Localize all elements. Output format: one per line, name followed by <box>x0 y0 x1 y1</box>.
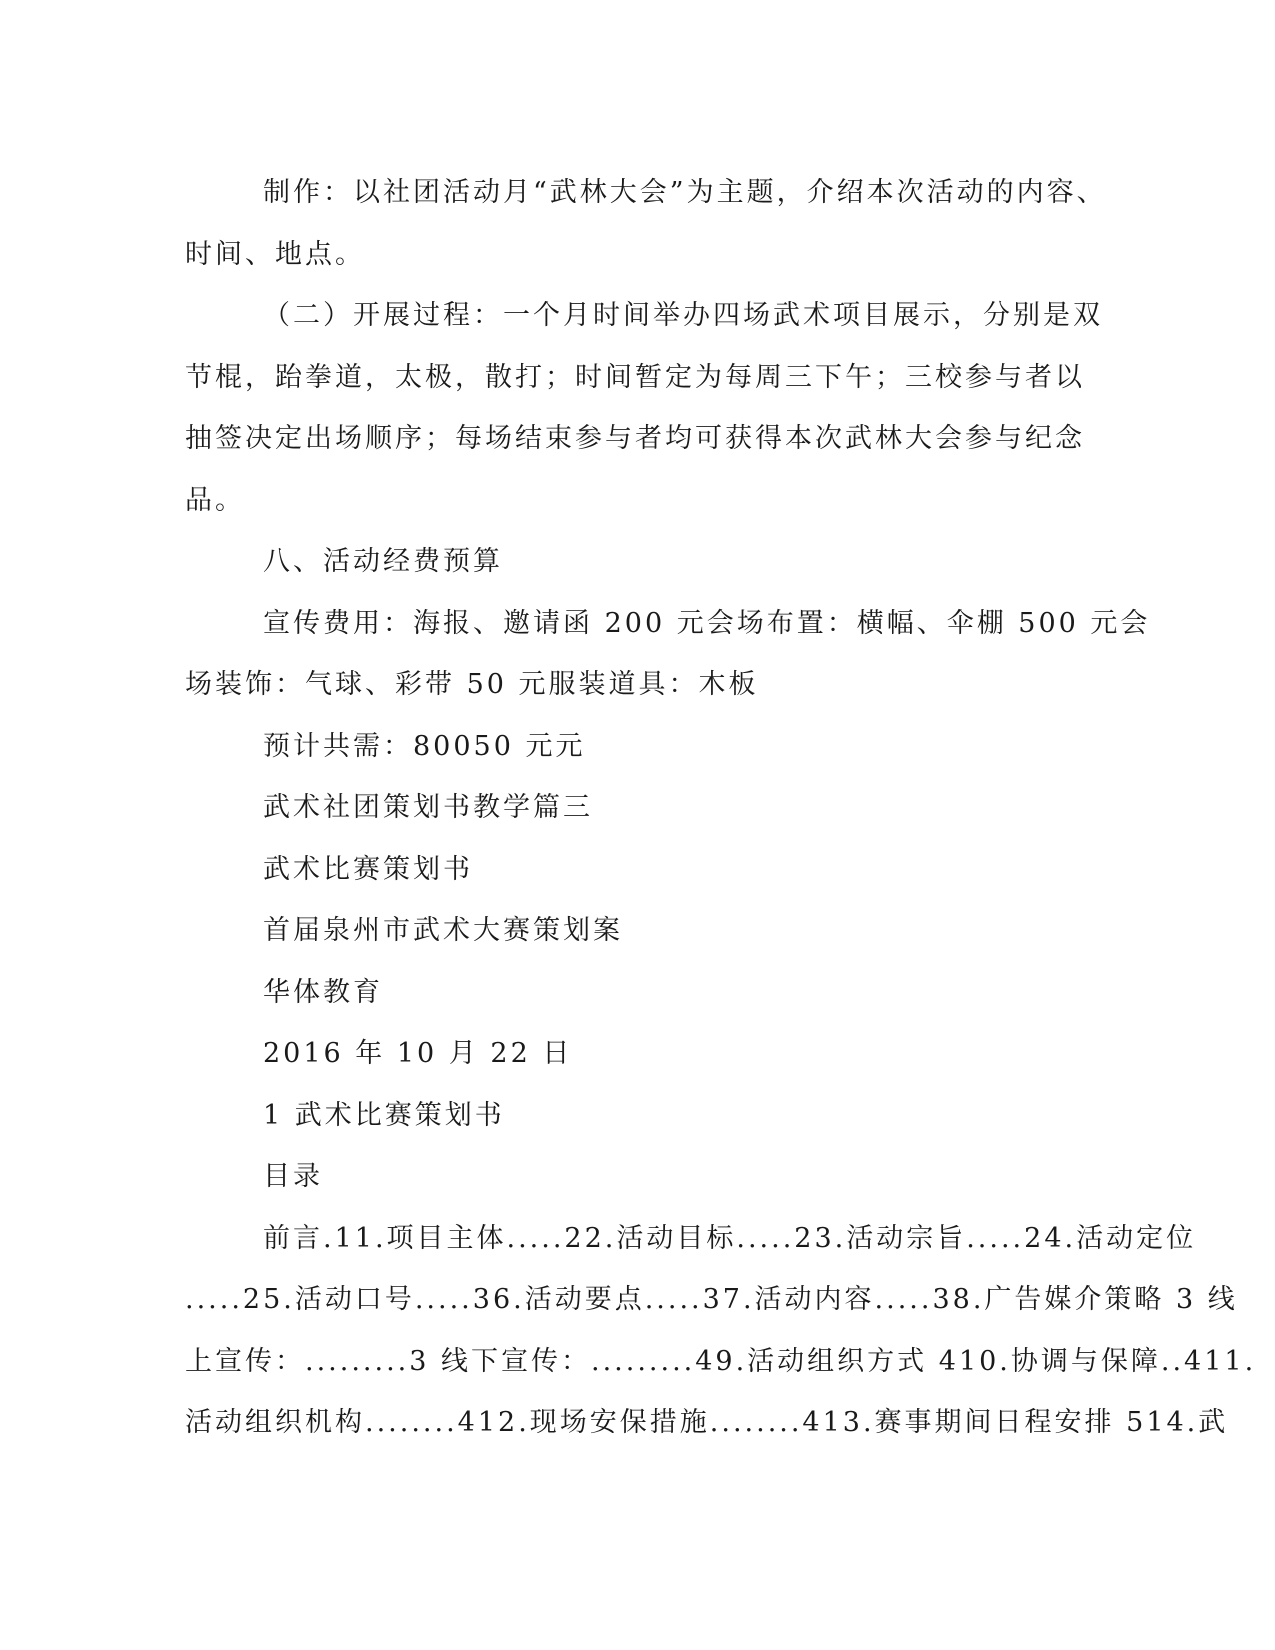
text-line: 时间、地点。 <box>185 238 365 270</box>
toc-heading: 目录 <box>263 1161 323 1192</box>
document-title: 武术比赛策划书 <box>263 853 473 885</box>
section-title: 武术社团策划书教学篇三 <box>263 792 593 823</box>
toc-line: 前言.11.项目主体.....22.活动目标.....23.活动宗旨.....24.活动定位 <box>263 1222 1197 1254</box>
document-subtitle: 首届泉州市武术大赛策划案 <box>263 915 623 946</box>
document-body <box>185 162 1257 1454</box>
text-line: 制作：以社团活动月“武林大会”为主题，介绍本次活动的内容、 <box>263 177 1107 208</box>
text-line: 预计共需：80050 元元 <box>263 730 586 762</box>
text-line: 节棍，跆拳道，太极，散打；时间暂定为每周三下午；三校参与者以 <box>185 361 1085 393</box>
text-line: 品。 <box>185 484 245 516</box>
toc-line: 上宣传：.........3 线下宣传：.........49.活动组织方式 410.协调与保障..411. <box>185 1345 1257 1377</box>
document-date: 2016 年 10 月 22 日 <box>263 1038 573 1069</box>
section-heading: 八、活动经费预算 <box>263 546 503 577</box>
text-line: 场装饰：气球、彩带 50 元服装道具：木板 <box>185 669 759 700</box>
organization-name: 华体教育 <box>263 976 383 1008</box>
toc-line: .....25.活动口号.....36.活动要点.....37.活动内容.....38.广告媒介策略 3 线 <box>185 1284 1238 1315</box>
text-line: （二）开展过程：一个月时间举办四场武术项目展示，分别是双 <box>263 300 1103 331</box>
toc-line: 活动组织机构........412.现场安保措施........413.赛事期间日程安排 514.武 <box>185 1407 1229 1438</box>
chapter-title: 1 武术比赛策划书 <box>263 1099 505 1131</box>
text-line: 抽签决定出场顺序；每场结束参与者均可获得本次武林大会参与纪念 <box>185 423 1085 454</box>
text-line: 宣传费用：海报、邀请函 200 元会场布置：横幅、伞棚 500 元会 <box>263 607 1151 639</box>
